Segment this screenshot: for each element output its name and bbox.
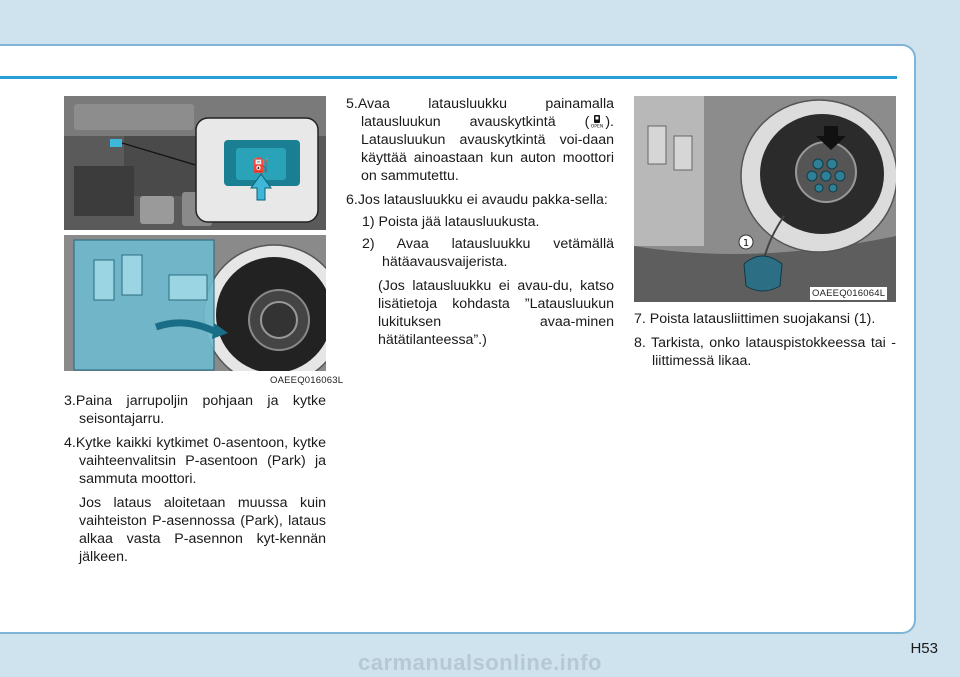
step-5	[346, 95, 614, 185]
watermark: carmanualsonline.info	[358, 650, 602, 675]
figure-open-charge-door	[64, 235, 326, 371]
header-rule	[0, 76, 897, 79]
step-3: 3.Paina jarrupoljin pohjaan ja kytke seisontajarru.	[64, 393, 326, 427]
left-column-text	[64, 392, 326, 566]
middle-column-text	[346, 95, 614, 349]
figure-charge-port	[634, 96, 896, 302]
figure-charge-door-button	[64, 96, 326, 230]
dashboard-illustration	[64, 96, 326, 230]
step-5-text-b: ). Latausluukun avauskytkintä voi-daan käyttää ainoastaan kun auton moottori on sammutettu.	[361, 114, 614, 184]
figure-caption-left: OAEEQ016063L	[270, 375, 344, 386]
svg-text:⛽: ⛽	[252, 158, 270, 174]
right-column-text	[634, 310, 896, 370]
page-number: H53	[910, 640, 938, 657]
callout-1: 1	[742, 238, 750, 249]
open-icon-label: OPEN	[591, 124, 604, 128]
step-6-note: (Jos latausluukku ei avau-du, katso lisätietoja kohdasta ”Latausluukun lukituksen avaa-minen hätätilanteessa”.)	[378, 278, 614, 348]
step-8: 8. Tarkista, onko latauspistokkeessa tai -liittimessä likaa.	[634, 335, 896, 369]
charge-door-illustration	[64, 235, 326, 371]
charge-door-switch	[110, 139, 122, 147]
charge-door-open-icon	[589, 114, 605, 128]
step-6-sub-1: 1) Poista jää latausluukusta.	[362, 214, 540, 230]
step-5-text-a: 5.Avaa latausluukku painamalla latausluukun avauskytkintä (	[346, 96, 614, 130]
figure-caption-right: OAEEQ016064L	[812, 288, 886, 299]
charge-port-illustration	[634, 96, 896, 302]
step-7: 7. Poista latausliittimen suojakansi (1).	[634, 311, 876, 327]
step-6-sub-2: 2) Avaa latausluukku vetämällä hätäavausvaijerista.	[362, 236, 614, 270]
step-4: 4.Kytke kaikki kytkimet 0-asentoon, kytke vaihteenvalitsin P-asentoon (Park) ja sammuta moottori.	[64, 435, 326, 487]
step-6: 6.Jos latausluukku ei avaudu pakka-sella:	[346, 192, 608, 208]
step-4-note: Jos lataus aloitetaan muussa kuin vaihteiston P-asennossa (Park), lataus alkaa vasta P-asennon kyt-kennän jälkeen.	[79, 495, 326, 565]
